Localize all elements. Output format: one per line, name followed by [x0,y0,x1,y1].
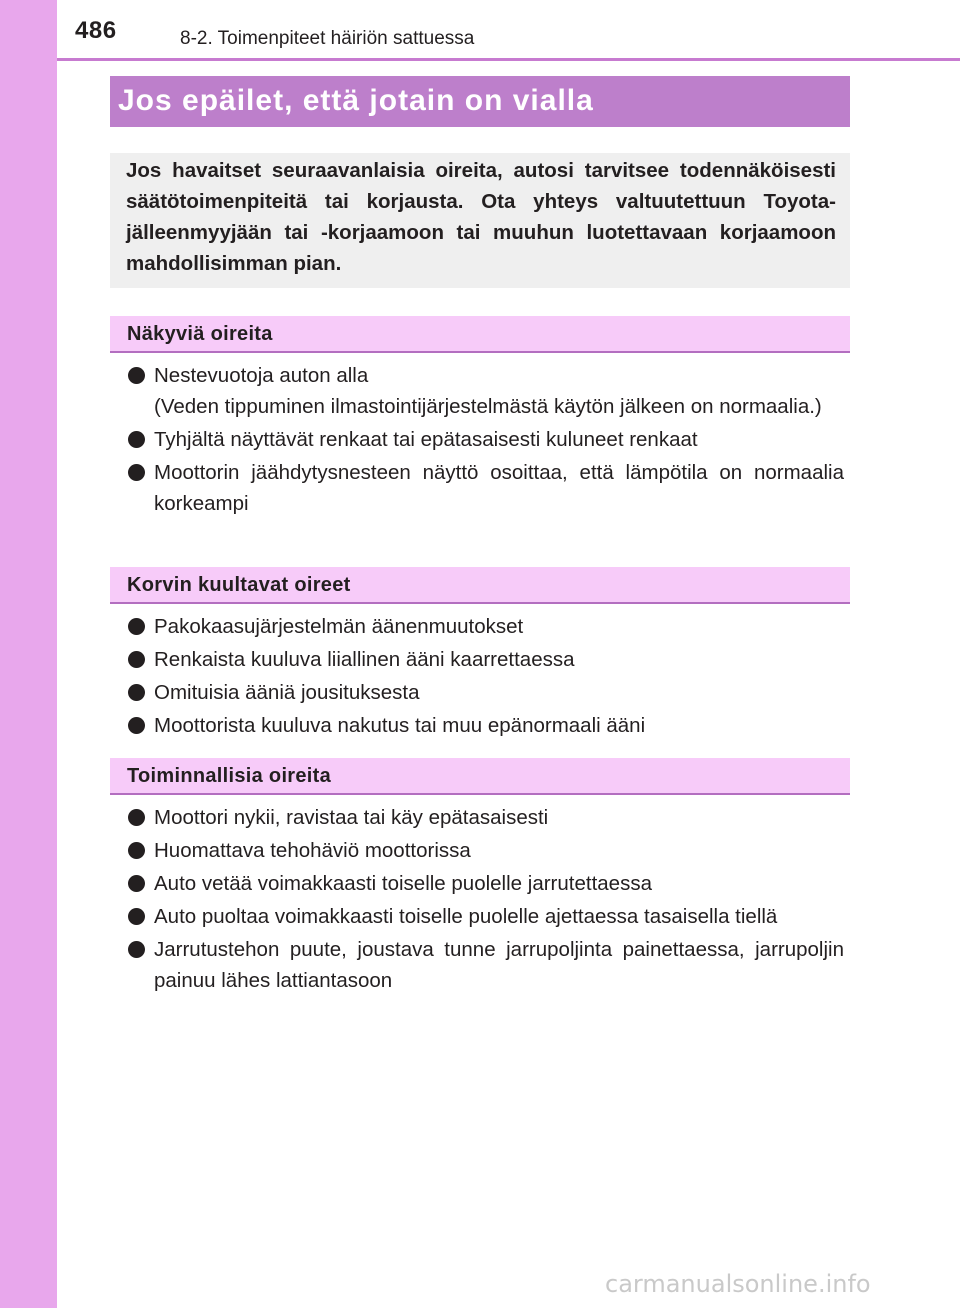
list-item-text: Tyhjältä näyttävät renkaat tai epätasaisesti kuluneet renkaat [154,428,698,451]
list-item-text: Pakokaasujärjestelmän äänenmuutokset [154,615,524,638]
list-item [128,802,844,833]
list-item-text: Huomattava tehohäviö moottorissa [154,839,471,862]
list-item-text: Moottori nykii, ravistaa tai käy epätasaisesti [154,806,549,829]
bullet-icon [128,367,145,384]
intro-box [110,153,850,288]
list-item-text: Moottorista kuuluva nakutus tai muu epänormaali ääni [154,714,646,737]
bullet-icon [128,809,145,826]
list-visible-symptoms [128,360,844,521]
running-header: 8-2. Toimenpiteet häiriön sattuessa [180,28,475,49]
bullet-icon [128,908,145,925]
page-number: 486 [75,17,117,44]
bullet-icon [128,717,145,734]
list-item [128,901,844,932]
list-item [128,360,844,422]
list-item [128,644,844,675]
list-functional-symptoms [128,802,844,998]
section-title: Jos epäilet, että jotain on vialla [110,76,850,127]
bullet-icon [128,651,145,668]
side-tab-band [0,0,57,1308]
list-item-text: Auto vetää voimakkaasti toiselle puolelle jarrutettaessa [154,872,652,895]
list-item [128,868,844,899]
watermark-text: carmanualsonline.info [605,1270,871,1298]
bullet-icon [128,618,145,635]
list-item [128,677,844,708]
list-item-text: Renkaista kuuluva liiallinen ääni kaarrettaessa [154,648,575,671]
list-item-note: (Veden tippuminen ilmastointijärjestelmästä käytön jälkeen on normaalia.) [154,395,822,418]
bullet-icon [128,941,145,958]
list-item-text: Auto puoltaa voimakkaasti toiselle puolelle ajettaessa tasaisella tiellä [154,905,778,928]
list-item [128,835,844,866]
bullet-icon [128,464,145,481]
list-item [128,457,844,519]
list-item [128,710,844,741]
list-item [128,424,844,455]
list-item [128,611,844,642]
list-audible-symptoms [128,611,844,743]
list-item-text: Moottorin jäähdytysnesteen näyttö osoittaa, että lämpötila on normaalia korkeampi [154,461,844,515]
subhead-audible-symptoms: Korvin kuultavat oireet [110,567,850,604]
bullet-icon [128,875,145,892]
subhead-visible-symptoms: Näkyviä oireita [110,316,850,353]
bullet-icon [128,431,145,448]
list-item-text: Omituisia ääniä jousituksesta [154,681,420,704]
list-item-text: Nestevuotoja auton alla [154,364,369,387]
subhead-functional-symptoms: Toiminnallisia oireita [110,758,850,795]
bullet-icon [128,684,145,701]
intro-text: Jos havaitset seuraavanlaisia oireita, autosi tarvitsee todennäköisesti säätötoimenpiteitä tai korjausta. Ota yhteys valtuutettuun Toyota-jälleenmyyjään tai -korjaamoon tai muuhun luotettavaan korjaamoon mahdollisimman pian. [126,159,836,275]
list-item-text: Jarrutustehon puute, joustava tunne jarrupoljinta painettaessa, jarrupoljin painuu lähes lattiantasoon [154,938,844,992]
list-item [128,934,844,996]
header-rule [57,58,960,61]
bullet-icon [128,842,145,859]
